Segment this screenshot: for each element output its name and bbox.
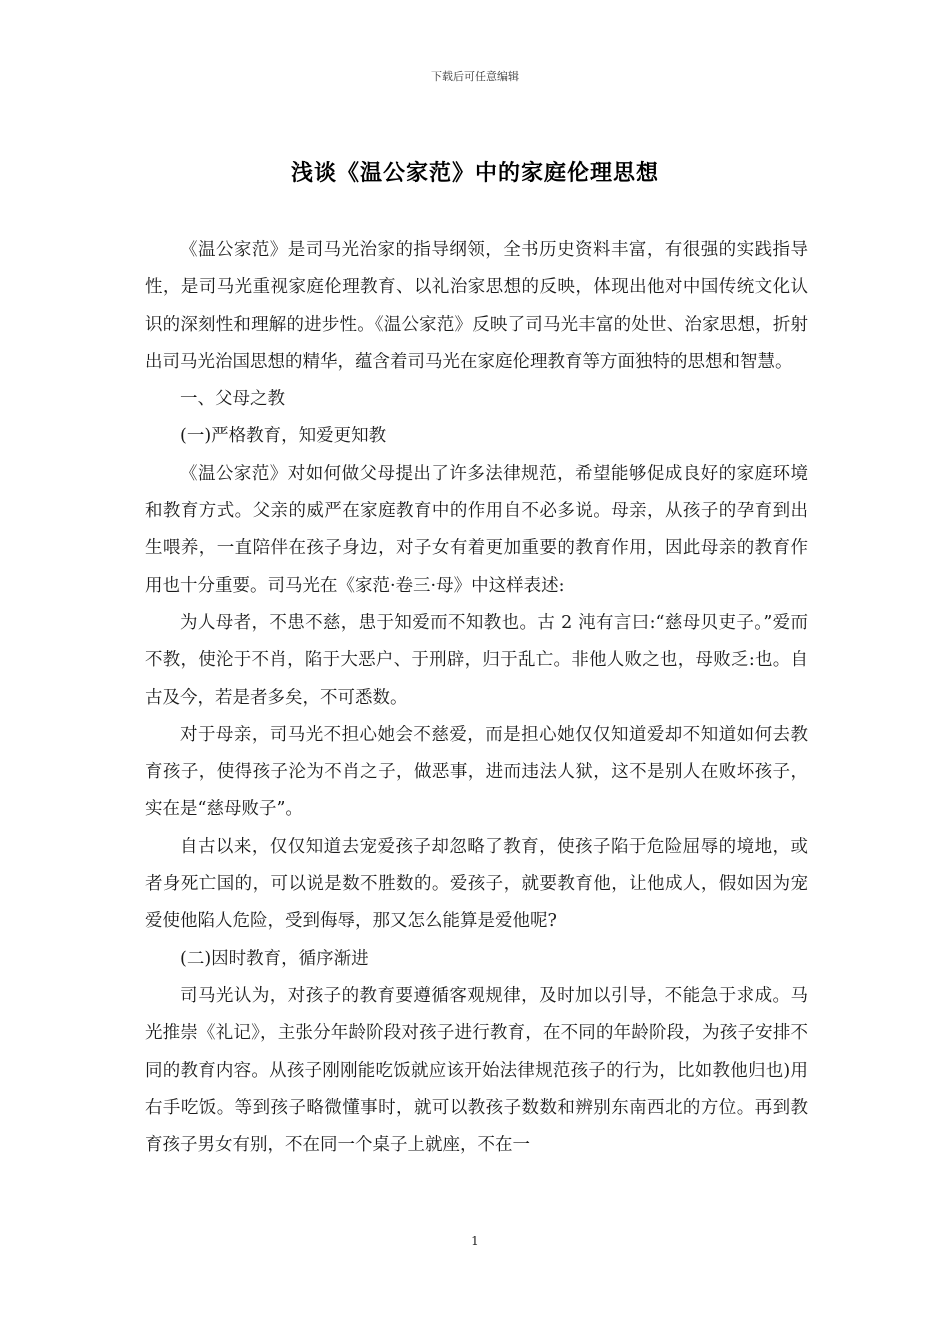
page-header-note: 下载后可任意编辑 <box>431 70 519 83</box>
paragraph-intro: 《温公家范》是司马光治家的指导纲领，全书历史资料丰富，有很强的实践指导性，是司马光重视家庭伦理教育、以礼治家思想的反映，体现出他对中国传统文化认识的深刻性和理解的进步性。《温公家范》反映了司马光丰富的处世、治家思想，折射出司马光治国思想的精华，蕴含着司马光在家庭伦理教育等方面独特的思想和智慧。 <box>145 240 808 372</box>
paragraph: 《温公家范》对如何做父母提出了许多法律规范，希望能够促成良好的家庭环境和教育方式。父亲的威严在家庭教育中的作用自不必多说。母亲，从孩子的孕育到出生喂养，一直陪伴在孩子身边，对子女有着更加重要的教育作用，因此母亲的教育作用也十分重要。司马光在《家范·卷三·母》中这样表述: <box>145 463 808 596</box>
paragraph: 对于母亲，司马光不担心她会不慈爱，而是担心她仅仅知道爱却不知道如何去教育孩子，使得孩子沦为不肖之子，做恶事，进而违法人狱，这不是别人在败坏孩子，实在是“慈母败子”。 <box>145 724 808 820</box>
paragraph: 自古以来，仅仅知道去宠爱孩子却忽略了教育，使孩子陷于危险屈辱的境地，或者身死亡国的，可以说是数不胜数的。爱孩子，就要教育他，让他成人，假如因为宠爱使他陷人危险，受到侮辱，那又怎么能算是爱他呢? <box>145 836 808 932</box>
section-heading-1: 一、父母之教 <box>180 389 285 410</box>
subsection-heading-1: (一)严格教育，知爱更知教 <box>180 426 387 447</box>
subsection-heading-2: (二)因时教育，循序渐进 <box>180 948 369 969</box>
paragraph: 司马光认为，对孩子的教育要遵循客观规律，及时加以引导，不能急于求成。马光推崇《礼记》，主张分年龄阶段对孩子进行教育，在不同的年龄阶段，为孩子安排不同的教育内容。从孩子刚刚能吃饭就应该开始法律规范孩子的行为，比如教他归也)用右手吃饭。等到孩子略微懂事时，就可以教孩子数数和辨别东南西北的方位。再到教育孩子男女有别，不在同一个桌子上就座，不在一 <box>145 985 808 1156</box>
document-body <box>145 232 808 1164</box>
quotation-paragraph: 为人母者，不患不慈，患于知爱而不知教也。古 2 沌有言曰:“慈母贝吏子。”爱而不教，使沦于不肖，陷于大恶户、于刑辟，归于乱亡。非他人败之也，母败乏:也。自古及今，若是者多矣，不可悉数。 <box>145 612 808 708</box>
page-number: 1 <box>471 1234 479 1248</box>
document-title: 浅谈《温公家范》中的家庭伦理思想 <box>290 161 659 186</box>
